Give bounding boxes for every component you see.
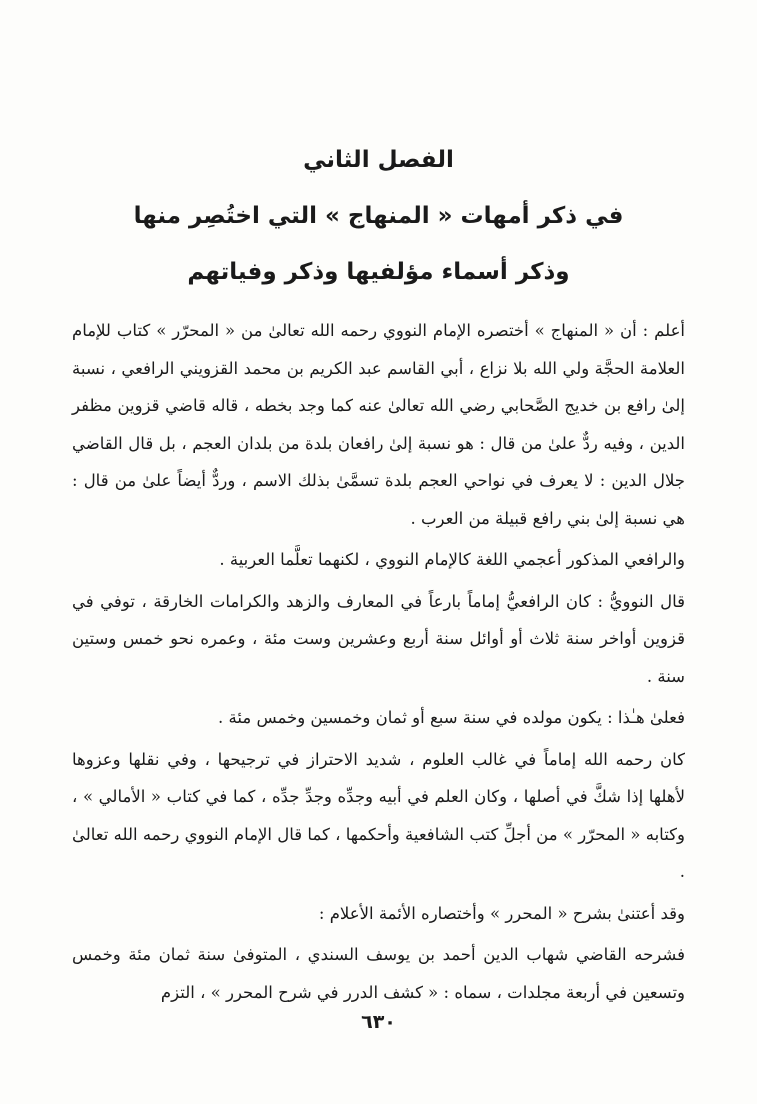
- paragraph-4: فعلىٰ هـٰذا : يكون مولده في سنة سبع أو ثمان وخمسين وخمس مئة .: [218, 708, 685, 727]
- page-number: ٦٣٠: [361, 1011, 396, 1033]
- chapter-subtitle-line-2: وذكر أسماء مؤلفيها وذكر وفياتهم: [187, 259, 570, 285]
- paragraph-5: كان رحمه الله إماماً في غالب العلوم ، شديد الاحتراز في ترجيحها ، وفي نقلها وعزوها لأهلها إذا شكَّ في أصلها ، وكان العلم في أبيه وجدِّه وجدِّ جدِّه ، كما في كتاب « الأمالي » ، وكتابه « المحرّر » من أجلِّ كتب الشافعية وأحكمها ، كما قال الإمام النووي رحمه الله تعالىٰ .: [72, 749, 685, 881]
- paragraph-3: قال النوويُّ : كان الرافعيُّ إماماً بارعاً في المعارف والزهد والكرامات الخارقة ، توفي في قزوين أواخر سنة ثلاث أو أوائل سنة أربع وعشرين وست مئة ، وعمره نحو خمس وستين سنة .: [72, 591, 685, 686]
- paragraph-6: وقد أعتنىٰ بشرح « المحرر » وأختصاره الأئمة الأعلام :: [318, 903, 685, 923]
- chapter-title: الفصل الثاني: [303, 147, 454, 173]
- paragraph-1: أعلم : أن « المنهاج » أختصره الإمام النووي رحمه الله تعالىٰ من « المحرّر » كتاب للإمام العلامة الحجَّة ولي الله بلا نزاع ، أبي القاسم عبد الكريم بن محمد القزويني الرافعي ، نسبة إلىٰ رافع بن خديج الصَّحابي رضي الله تعالىٰ عنه كما وجد بخطه ، قاله قاضي قزوين مظفر الدين ، وفيه ردٌّ علىٰ من قال : هو نسبة إلىٰ رافعان بلدة من بلدان العجم ، بل قال القاضي جلال الدين : لا يعرف في نواحي العجم بلدة تسمَّىٰ بذلك الاسم ، وردٌّ أيضاً علىٰ من قال : هي نسبة إلىٰ بني رافع قبيلة من العرب .: [72, 321, 685, 528]
- paragraph-2: والرافعي المذكور أعجمي اللغة كالإمام النووي ، لكنهما تعلَّما العربية .: [219, 550, 685, 569]
- paragraph-7: فشرحه القاضي شهاب الدين أحمد بن يوسف السندي ، المتوفىٰ سنة ثمان مئة وخمس وتسعين في أربعة مجلدات ، سماه : « كشف الدرر في شرح المحرر » ، التزم: [72, 945, 685, 1002]
- body-text: [72, 312, 685, 1011]
- chapter-subtitle-line-1: في ذكر أمهات « المنهاج » التي اختُصِر منها: [133, 203, 624, 229]
- chapter-heading: [80, 132, 677, 300]
